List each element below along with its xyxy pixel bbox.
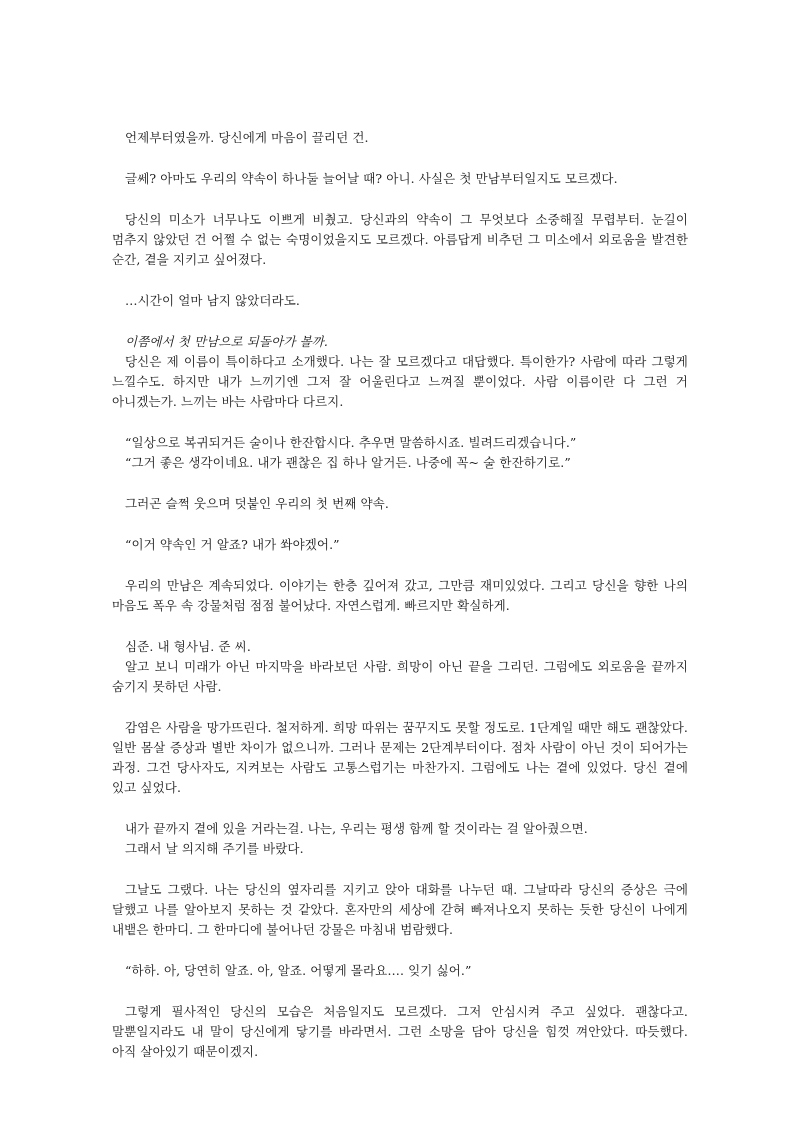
paragraph-4: …시간이 얼마 남지 않았더라도. [125,293,300,308]
dialogue-4: “하하. 아, 당연히 알죠. 아, 알죠. 어떻게 몰라요…. 잊기 싫어.” [125,963,472,978]
dialogue-2: “그거 좋은 생각이네요. 내가 괜찮은 집 하나 알거든. 나중에 꼭~ 술 한잔하기로.” [125,455,571,470]
paragraph-13: 알고 보니 미래가 아닌 마지막을 바라보던 사람. 희망이 아닌 끝을 그리던. 그럼에도 외로움을 끝까지 숨기지 못하던 사람. [112,659,688,694]
paragraph-19: 그렇게 필사적인 당신의 모습은 처음일지도 모르겠다. 그저 안심시켜 주고 싶었다. 괜찮다고. 말뿐일지라도 내 말이 당신에게 닿기를 바라면서. 그런 소망을 담아 당신을 힘껏 껴안았다. 따듯했다. 아직 살아있기 때문이겠지. [112,1004,688,1059]
paragraph-9: 그러곤 슬쩍 웃으며 덧붙인 우리의 첫 번째 약속. [125,496,389,511]
paragraph-6: 당신은 제 이름이 특이하다고 소개했다. 나는 잘 모르겠다고 대답했다. 특이한가? 사람에 따라 그렇게 느낄수도. 하지만 내가 느끼기엔 그저 잘 어울린다고 느껴질 뿐이었다. 사람 이름이란 다 그런 거 아니겠는가. 느끼는 바는 사람마다 다르지. [112,354,688,409]
paragraph-5-italic: 이쯤에서 첫 만남으로 되돌아가 볼까. [125,334,328,349]
paragraph-15: 내가 끝까지 곁에 있을 거라는걸. 나는, 우리는 평생 함께 할 것이라는 걸 알아줬으면. [125,821,588,836]
paragraph-2: 글쎄? 아마도 우리의 약속이 하나둘 늘어날 때? 아니. 사실은 첫 만남부터일지도 모르겠다. [125,171,618,186]
paragraph-16: 그래서 날 의지해 주기를 바랐다. [125,841,304,856]
paragraph-14: 감염은 사람을 망가뜨린다. 철저하게. 희망 따위는 꿈꾸지도 못할 정도로. 1단계일 때만 해도 괜찮았다. 일반 몸살 증상과 별반 차이가 없으니까. 그러나 문제는 2단계부터이다. 점차 사람이 아닌 것이 되어가는 과정. 그건 당사자도, 지켜보는 사람도 고통스럽기는 마찬가지. 그럼에도 나는 곁에 있었다. 당신 곁에 있고 싶었다. [112,720,688,795]
dialogue-1: “일상으로 복귀되거든 술이나 한잔합시다. 추우면 말씀하시죠. 빌려드리겠습니다.” [125,435,577,450]
paragraph-17: 그날도 그랬다. 나는 당신의 옆자리를 지키고 앉아 대화를 나누던 때. 그날따라 당신의 증상은 극에 달했고 나를 알아보지 못하는 것 같았다. 혼자만의 세상에 갇혀 빠져나오지 못하는 듯한 당신이 나에게 내뱉은 한마디. 그 한마디에 불어나던 강물은 마침내 범람했다. [112,882,688,937]
paragraph-11: 우리의 만남은 계속되었다. 이야기는 한층 깊어져 갔고, 그만큼 재미있었다. 그리고 당신을 향한 나의 마음도 폭우 속 강물처럼 점점 불어났다. 자연스럽게. 빠르지만 확실하게. [112,578,688,613]
paragraph-3: 당신의 미소가 너무나도 이쁘게 비췄고. 당신과의 약속이 그 무엇보다 소중해질 무렵부터. 눈길이 멈추지 않았던 건 어쩔 수 없는 숙명이었을지도 모르겠다. 아름답게 비추던 그 미소에서 외로움을 발견한 순간, 곁을 지키고 싶어졌다. [112,212,688,267]
document-page [112,128,688,1062]
paragraph-12: 심준. 내 형사님. 준 씨. [125,639,251,654]
dialogue-3: “이거 약속인 거 알죠? 내가 쏴야겠어.” [125,537,340,552]
paragraph-1: 언제부터였을까. 당신에게 마음이 끌리던 건. [125,130,369,145]
